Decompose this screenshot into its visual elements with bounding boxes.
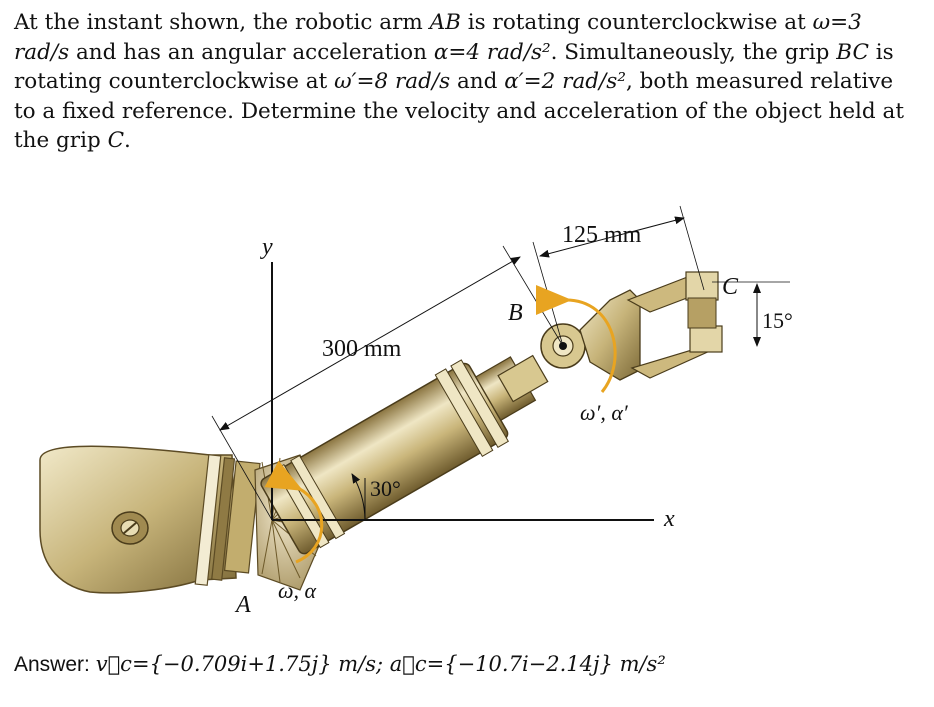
dimension-300-label: 300 mm bbox=[322, 336, 402, 362]
problem-text-6: and bbox=[450, 69, 505, 94]
velocity-value: ={−0.709i+1.75j} m/s; bbox=[131, 652, 390, 676]
base-housing bbox=[40, 446, 260, 593]
answer-prefix: Answer: bbox=[14, 653, 96, 676]
answer-line bbox=[14, 652, 914, 677]
point-c-label: C bbox=[722, 274, 739, 300]
problem-text-7: , both measured relative to a fixed reference. Determine the velocity and acceleration of the object held at the grip bbox=[14, 69, 904, 153]
omega-alpha-prime-label: ω′, α′ bbox=[580, 400, 628, 425]
problem-text-5: is rotating counterclockwise at bbox=[14, 39, 894, 94]
problem-text-1: At the instant shown, the robotic arm bbox=[14, 10, 430, 35]
angle-30-label: 30° bbox=[370, 476, 401, 501]
problem-text-3: and has an angular acceleration bbox=[69, 39, 434, 65]
grip-label: BC bbox=[836, 39, 869, 65]
dimension-125-label: 125 mm bbox=[562, 222, 642, 248]
acceleration-value: ={−10.7i−2.14j} m/s² bbox=[426, 652, 666, 676]
y-axis-label: y bbox=[262, 234, 273, 260]
alpha-prime-value: α′=2 rad/s² bbox=[504, 69, 626, 94]
arm-ab bbox=[257, 328, 564, 559]
angle-15-label: 15° bbox=[762, 308, 793, 333]
arm-label: AB bbox=[429, 10, 461, 35]
omega-alpha-label: ω, α bbox=[278, 578, 317, 603]
problem-text-8: . bbox=[124, 128, 131, 153]
point-label: C bbox=[107, 128, 125, 153]
velocity-symbol: v⃗c bbox=[95, 652, 132, 676]
grip-bc bbox=[580, 272, 722, 380]
point-b-label: B bbox=[508, 300, 523, 326]
problem-text-2: is rotating counterclockwise at bbox=[460, 10, 813, 35]
omega-value: ω=3 rad/s bbox=[14, 10, 862, 65]
point-a-label: A bbox=[236, 592, 251, 618]
omega-prime-value: ω′=8 rad/s bbox=[334, 69, 451, 94]
alpha-value: α=4 rad/s² bbox=[433, 39, 551, 65]
acceleration-symbol: a⃗c bbox=[389, 652, 427, 676]
x-axis-label: x bbox=[664, 506, 675, 532]
problem-text-4: . Simultaneously, the grip bbox=[550, 39, 837, 65]
